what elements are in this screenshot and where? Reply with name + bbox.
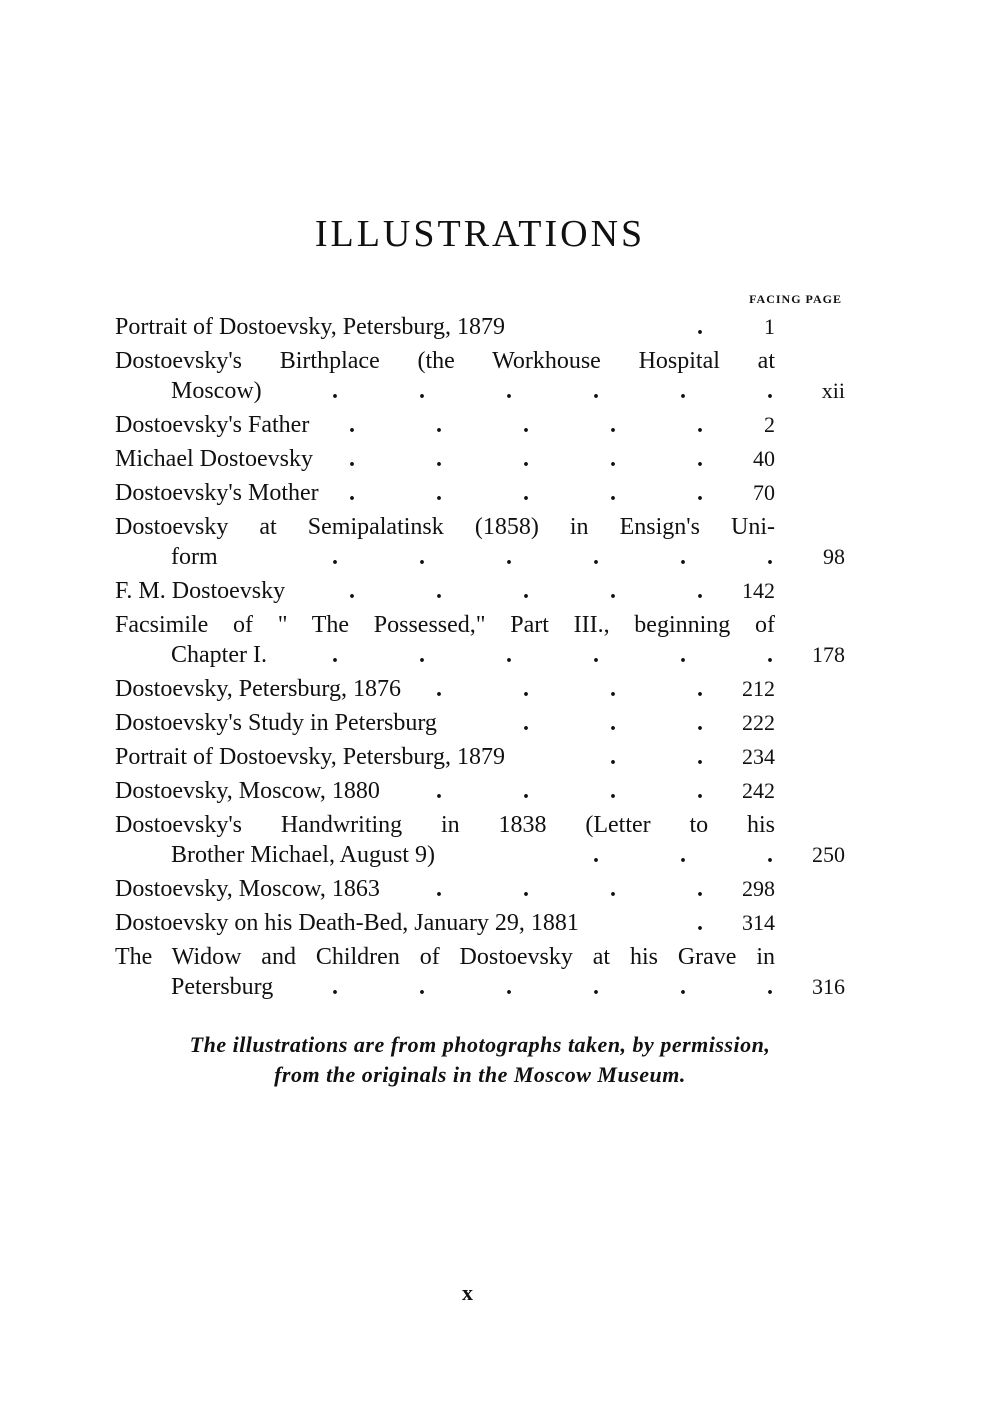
- facing-page-number: 178: [812, 642, 845, 667]
- facing-page-number: 212: [742, 676, 775, 701]
- dot-leader: . . . .: [436, 676, 703, 702]
- facing-page-number: 2: [764, 412, 775, 437]
- facing-page-number: 98: [823, 544, 845, 569]
- illustration-entry: [115, 312, 845, 342]
- entry-title: Dostoevsky on his Death-Bed, January 29, 1881: [115, 910, 579, 936]
- dot-leader: . . . . . .: [332, 974, 773, 1000]
- illustration-entry: [115, 610, 845, 670]
- dot-leader: . . . .: [436, 876, 703, 902]
- entry-title: F. M. Dostoevsky: [115, 578, 286, 604]
- entry-title-continued: Petersburg: [171, 974, 274, 1000]
- dot-leader: . . . . . .: [332, 544, 773, 570]
- facing-page-number: 242: [742, 778, 775, 803]
- dot-leader: . . . . . .: [332, 642, 773, 668]
- illustration-entry: [115, 444, 845, 474]
- credit-note: [0, 1030, 960, 1090]
- dot-leader: .: [697, 910, 703, 936]
- entry-title: Dostoevsky's Father: [115, 412, 310, 438]
- dot-leader: . . . .: [436, 778, 703, 804]
- facing-page-number: 234: [742, 744, 775, 769]
- entry-title-continued: Chapter I.: [171, 642, 267, 668]
- entry-title: The Widow and Children of Dostoevsky at his Grave in: [115, 944, 775, 970]
- dot-leader: . . . . .: [349, 578, 703, 604]
- dot-leader: . . . . .: [349, 480, 703, 506]
- entry-title: Michael Dostoevsky: [115, 446, 313, 472]
- illustration-entry: [115, 810, 845, 870]
- facing-page-header: FACING PAGE: [749, 292, 842, 306]
- entry-title: Dostoevsky at Semipalatinsk (1858) in Ensign's Uni-: [115, 514, 775, 540]
- illustration-entry: [115, 908, 845, 938]
- illustration-entry: [115, 708, 845, 738]
- facing-page-number: 250: [812, 842, 845, 867]
- dot-leader: . . . . . .: [332, 378, 773, 404]
- facing-page-number: xii: [821, 378, 845, 403]
- dot-leader: . . . . .: [349, 446, 703, 472]
- entry-title: Dostoevsky, Petersburg, 1876: [115, 676, 401, 702]
- entry-title: Dostoevsky's Study in Petersburg: [115, 710, 437, 736]
- illustration-entry: [115, 346, 845, 406]
- dot-leader: . . . . .: [349, 412, 703, 438]
- entry-title: Dostoevsky's Birthplace (the Workhouse Hospital at: [115, 348, 775, 374]
- facing-page-number: 70: [753, 480, 775, 505]
- entry-title: Facsimile of " The Possessed," Part III., beginning of: [115, 612, 775, 638]
- entry-title: Dostoevsky, Moscow, 1880: [115, 778, 380, 804]
- illustration-entry: [115, 874, 845, 904]
- illustration-entry: [115, 674, 845, 704]
- entry-title-continued: Brother Michael, August 9): [171, 842, 435, 868]
- credit-line-2: from the originals in the Moscow Museum.: [274, 1062, 686, 1087]
- illustration-entry: [115, 478, 845, 508]
- entry-title-continued: Moscow): [171, 378, 262, 404]
- illustration-entry: [115, 742, 845, 772]
- illustration-entry: [115, 776, 845, 806]
- dot-leader: . . .: [523, 710, 703, 736]
- facing-page-number: 298: [742, 876, 775, 901]
- facing-page-number: 142: [742, 578, 775, 603]
- illustration-entry: [115, 942, 845, 1002]
- entry-title: Portrait of Dostoevsky, Petersburg, 1879: [115, 314, 505, 340]
- facing-page-number: 314: [742, 910, 775, 935]
- illustration-entry: [115, 512, 845, 572]
- entry-title: Dostoevsky's Mother: [115, 480, 319, 506]
- illustration-entry: [115, 410, 845, 440]
- facing-page-number: 316: [812, 974, 845, 999]
- facing-page-number: 1: [764, 314, 775, 339]
- dot-leader: . .: [610, 744, 703, 770]
- entry-title: Portrait of Dostoevsky, Petersburg, 1879: [115, 744, 505, 770]
- facing-page-number: 40: [753, 446, 775, 471]
- entry-title: Dostoevsky, Moscow, 1863: [115, 876, 380, 902]
- entry-title: Dostoevsky's Handwriting in 1838 (Letter to his: [115, 812, 775, 838]
- page-folio: x: [462, 1280, 473, 1305]
- page-title: ILLUSTRATIONS: [314, 213, 646, 255]
- facing-page-number: 222: [742, 710, 775, 735]
- entry-title-continued: form: [171, 544, 218, 570]
- dot-leader: .: [697, 314, 703, 340]
- credit-line-1: The illustrations are from photographs taken, by permission,: [189, 1032, 771, 1057]
- illustration-entry: [115, 576, 845, 606]
- dot-leader: . . .: [593, 842, 773, 868]
